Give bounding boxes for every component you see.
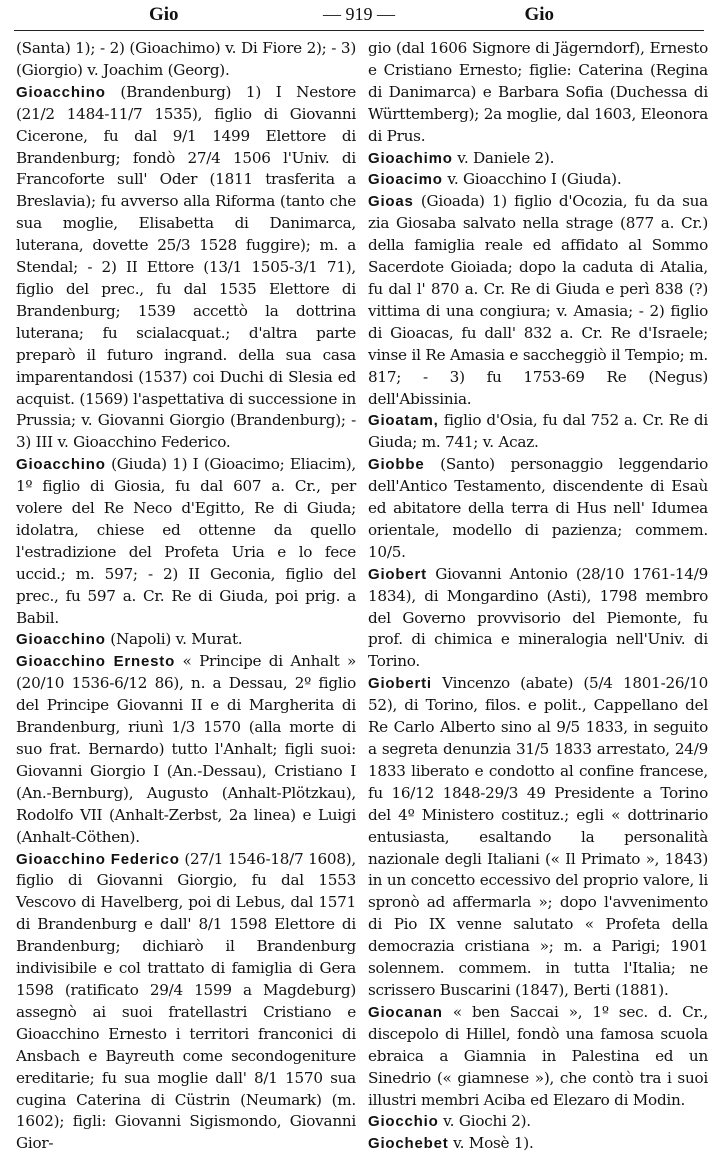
entry-headword: Gioacchino xyxy=(16,456,106,474)
entry xyxy=(368,191,708,410)
entry xyxy=(368,148,708,170)
entry xyxy=(368,38,708,148)
entry-text: v. Mosè 1). xyxy=(448,1134,534,1153)
entry-headword: Giochebet xyxy=(368,1135,449,1153)
entry xyxy=(368,673,708,1002)
entry xyxy=(368,1133,708,1155)
entry xyxy=(368,1002,708,1112)
entry-headword: Gioas xyxy=(368,193,414,211)
entry xyxy=(16,82,356,454)
entry-text: v. Daniele 2). xyxy=(452,148,555,167)
entry-text: Vincenzo (abate) (5/4 1801-26/10 52), di Torino, filos. e polit., Cappellano del Re Carlo Alberto sino al 9/5 1833, in seguito a segreta denunzia 31/5 1833 arrestato, 24/9 1833 liberato e condotto al confine francese, fu 16/12 1848-29/3 49 Presidente a Torino del 4º Ministero costituz.; egli « dottrinario entusiasta, esaltando la personalità nazionale degli Italiani (« Il Primato », 1843) in un concetto eccessivo del proprio valore, li spronò ad affermarla »; dopo l'avvenimento di Pio IX venne salutato « Profeta della democrazia cristiana »; m. a Parigi; 1901 solennem. commem. in tutta l'Italia; ne scrissero Buscarini (1847), Berti (1881). xyxy=(368,674,708,999)
entry-headword: Giobert xyxy=(368,565,427,583)
entry xyxy=(368,1111,708,1133)
entry xyxy=(16,629,356,651)
entry-text: (Brandenburg) 1) I Nestore (21/2 1484-11/7 1535), figlio di Giovanni Cicerone, fu dal 9/1 1499 Elettore di Brandenburg; fondò 27/4 1506 l'Univ. di Francoforte sull' Oder (1811 trasferita a Breslavia); fu avverso alla Riforma (tanto che sua moglie, Elisabetta di Danimarca, luterana, dovette 25/3 1528 fuggire); m. a Stendal; - 2) II Ettore (13/1 1505-3/1 71), figlio del prec., fu dal 1535 Elettore di Brandenburg; 1539 accettò la dottrina luterana; fu scialacquat.; d'altra parte preparò il futuro ingrand. della sua casa imparentandosi (1537) coi Duchi di Slesia ed acquist. (1569) l'aspettativa di successione in Prussia; v. Giovanni Giorgio (Brandenburg); - 3) III v. Gioacchino Federico. xyxy=(16,82,356,452)
entry-text: figlio d'Osia, fu dal 752 a. Cr. Re di Giuda; m. 741; v. Acaz. xyxy=(368,411,708,452)
entry-text: v. Giochi 2). xyxy=(438,1112,531,1131)
entry-headword: Giocchio xyxy=(368,1113,439,1131)
entry-text: (Santo) personaggio leggendario dell'Antico Testamento, discendente di Esaù ed abitatore della terra di Hus nell' Idumea orientale, modello di pazienza; commem. 10/5. xyxy=(368,455,708,561)
entry-headword: Giobbe xyxy=(368,456,425,474)
entry-headword: Gioachimo xyxy=(368,149,453,167)
entry-text: « Principe di Anhalt » (20/10 1536-6/12 86), n. a Dessau, 2º figlio del Principe Giovanni II e di Margherita di Brandenburg, riunì 1/3 1570 (alla morte di suo frat. Bernardo) tutto l'Anhalt; figli suoi: Giovanni Giorgio I (An.-Dessau), Cristiano I (An.-Bernburg), Augusto (Anhalt-Plötzkau), Rodolfo VII (Anhalt-Zerbst, 2a linea) e Luigi (Anhalt-Cöthen). xyxy=(16,652,356,846)
entry-text: (27/1 1546-18/7 1608), figlio di Giovanni Giorgio, fu dal 1553 Vescovo di Havelberg, poi di Lebus, dal 1571 di Brandenburg e dall' 8/1 1598 Elettore di Brandenburg; dichiarò il Brandenburg indivisibile e col trattato di famiglia di Gera 1598 (ratificato 29/4 1599 a Magdeburg) assegnò ai suoi fratellastri Cristiano e Gioacchino Ernesto i territori franconici di Ansbach e Bayreuth come secondogeniture ereditarie; fu sua moglie dall' 8/1 1570 sua cugina Caterina di Cüstrin (Neumark) (m. 1602); figli: Giovanni Sigismondo, Giovanni Gior- xyxy=(16,849,356,1153)
entry xyxy=(368,564,708,674)
entry-text: (Santa) 1); - 2) (Gioachimo) v. Di Fiore 2); - 3) (Giorgio) v. Joachim (Georg). xyxy=(16,39,356,79)
entry-headword: Gioacchino Federico xyxy=(16,850,180,868)
entry-headword: Giocanan xyxy=(368,1003,443,1021)
header-left-keyword: Gio xyxy=(149,4,179,25)
entry-headword: Gioacimo xyxy=(368,171,443,189)
entry-headword: Gioatam, xyxy=(368,412,439,430)
entry xyxy=(16,651,356,848)
entry xyxy=(368,410,708,454)
entry xyxy=(16,454,356,629)
entry xyxy=(368,169,708,191)
entry xyxy=(368,454,708,564)
left-column xyxy=(16,38,356,1155)
entry-text: v. Gioacchino I (Giuda). xyxy=(442,170,622,189)
entry-text: gio (dal 1606 Signore di Jägerndorf), Ernesto e Cristiano Ernesto; figlie: Caterina (Regina di Danimarca) e Barbara Sofia (Duchessa di Württemberg); 2a moglie, dal 1603, Eleonora di Prus. xyxy=(368,39,708,145)
entry-headword: Gioberti xyxy=(368,675,432,693)
entry-text: (Gioada) 1) figlio d'Ocozia, fu da sua zia Giosaba salvato nella strage (877 a. Cr.) della famiglia reale ed affidato al Sommo Sacerdote Gioiada; dopo la caduta di Atalia, fu dal l' 870 a. Cr. Re di Giuda e perì 838 (?) vittima di una congiura; v. Amasia; - 2) figlio di Gioacas, fu dall' 832 a. Cr. Re d'Israele; vinse il Re Amasia e saccheggiò il Tempio; m. 817; - 3) fu 1753-69 Re (Negus) dell'Abissinia. xyxy=(368,192,708,408)
entry xyxy=(16,38,356,82)
header-right-keyword: Gio xyxy=(524,4,554,25)
entry-text: Giovanni Antonio (28/10 1761-14/9 1834), di Mongardino (Asti), 1798 membro del Governo provvisorio del Piemonte, fu prof. di chimica e mineralogia nell'Univ. di Torino. xyxy=(368,564,708,671)
right-column xyxy=(368,38,708,1155)
entry-text: (Giuda) 1) I (Gioacimo; Eliacim), 1º figlio di Giosia, fu dal 607 a. Cr., per volere del Re Neco d'Egitto, Re di Giuda; idolatra, chiese ed ottenne da quello l'estradizione del Profeta Uria e lo fece uccid.; m. 597; - 2) II Geconia, figlio del prec., fu 597 a. Cr. Re di Giuda, poi prig. a Babil. xyxy=(16,455,356,627)
entry-text: (Napoli) v. Murat. xyxy=(105,630,243,649)
entry-text: « ben Saccai », 1º sec. d. Cr., discepolo di Hillel, fondò una famosa scuola ebraica a Giamnia in Palestina ed un Sinedrio (« giamnese »), che contò tra i suoi illustri membri Aciba ed Elezaro di Modin. xyxy=(368,1002,708,1109)
page-header xyxy=(14,2,704,31)
page-number: — 919 — xyxy=(323,4,395,24)
entry xyxy=(16,849,356,1155)
entry-headword: Gioacchino Ernesto xyxy=(16,653,176,671)
entry-headword: Gioacchino xyxy=(16,83,106,101)
entry-headword: Gioacchino xyxy=(16,631,106,649)
